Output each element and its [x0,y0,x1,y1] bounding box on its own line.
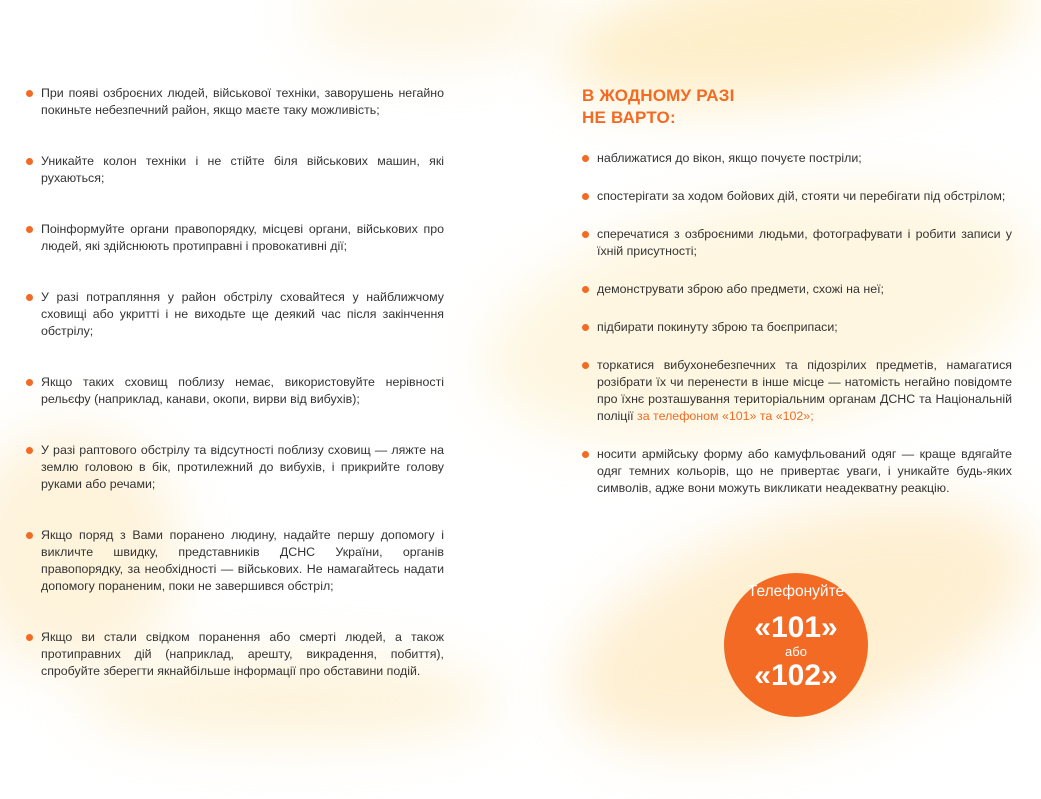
list-item: Якщо поряд з Вами поранено людину, надайте першу допомогу і викличте швидку, представників ДСНС України, органів правопорядку, за необхідності — військових. Не намагайтесь надати допомогу пораненим, поки не завершився обстріл; [26,527,444,595]
list-item: спостерігати за ходом бойових дій, стояти чи перебігати під обстрілом; [582,188,1012,205]
left-column [26,85,444,714]
list-item: Уникайте колон техніки і не стійте біля військових машин, які рухаються; [26,153,444,187]
list-item: сперечатися з озброєними людьми, фотографувати і робити записи у їхній присутності; [582,226,1012,260]
list-item: При появі озброєних людей, військової техніки, заворушень негайно покиньте небезпечний район, якщо маєте таку можливість; [26,85,444,119]
list-item: демонструвати зброю або предмети, схожі на неї; [582,281,1012,298]
badge-call-label: Телефонуйте [747,583,845,600]
badge-number-102: «102» [754,659,838,692]
section-heading [582,85,1012,129]
list-item: Якщо ви стали свідком поранення або смерті людей, а також протиправних дій (наприклад, арешту, викрадення, побиття), спробуйте зберегти якнайбільше інформації про обставини подій. [26,629,444,680]
list-item: підбирати покинуту зброю та боєприпаси; [582,319,1012,336]
call-badge [724,573,868,717]
list-item: Поінформуйте органи правопорядку, місцеві органи, військових про людей, які здійснюють протиправні і провокативні дії; [26,221,444,255]
list-item: У разі раптового обстрілу та відсутності поблизу сховищ — ляжте на землю головою в бік, протилежний до вибухів, і прикрийте голову руками або речами; [26,442,444,493]
badge-number-101: «101» [754,611,838,644]
list-item [582,357,1012,425]
advice-list [26,85,444,680]
phone-highlight: за телефоном «101» та «102» [637,409,811,423]
right-column [582,85,1012,518]
list-item: Якщо таких сховищ поблизу немає, використовуйте нерівності рельєфу (наприклад, канави, окопи, вирви від вибухів); [26,374,444,408]
prohibited-list [582,150,1012,497]
list-item: У разі потрапляння у район обстрілу сховайтеся у найближчому сховищі або укритті і не виходьте ще деякий час після закінчення обстрілу; [26,289,444,340]
background-brush-stroke [300,0,560,60]
heading-line-1: В ЖОДНОМУ РАЗІ [582,86,735,105]
list-item: носити армійську форму або камуфльований одяг — краще вдягайте одяг темних кольорів, що не привертає уваги, і уникайте будь-яких символів, адже вони можуть викликати неадекватну реакцію. [582,446,1012,497]
heading-line-2: НЕ ВАРТО: [582,108,676,127]
list-item-end: ; [810,409,814,423]
list-item-text: торкатися вибухонебезпечних та підозрілих предметів, намагатися розібрати їх чи перенести в інше місце — натомість негайно повідомте про їхнє розташування територіальним органам ДСНС та Національній поліції [597,358,1012,423]
list-item: наближатися до вікон, якщо почуєте постріли; [582,150,1012,167]
badge-or-label: або [785,644,807,659]
